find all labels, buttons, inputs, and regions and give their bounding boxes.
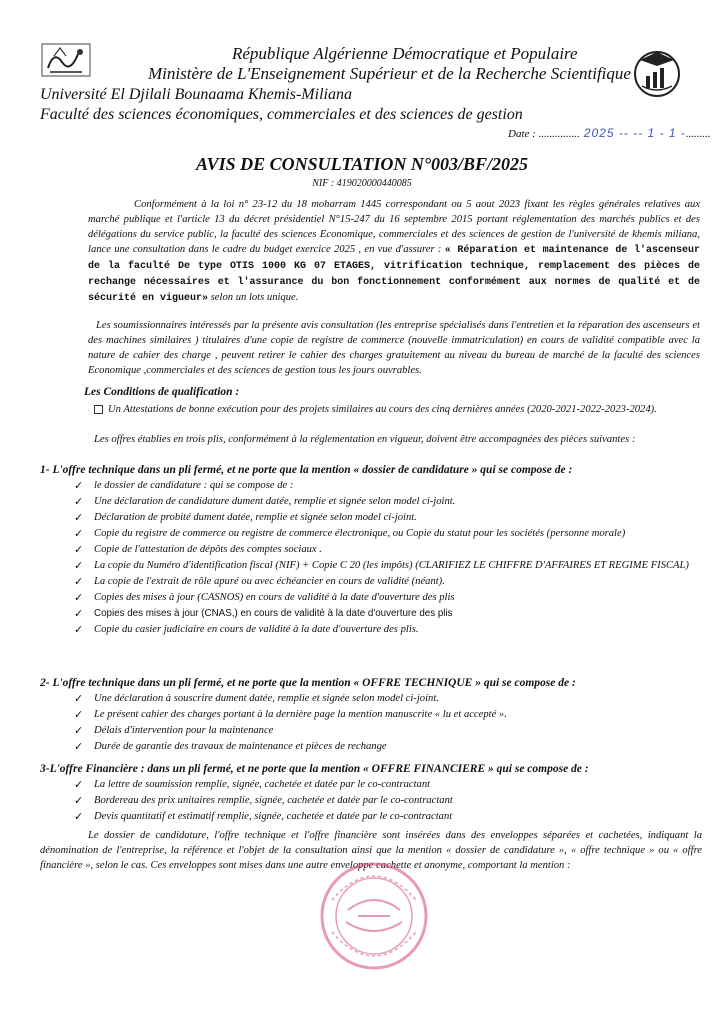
list-item: ✓ Devis quantitatif et estimatif remplie, signée, cachetée et datée par le co-contractant [74, 811, 453, 823]
date-line [508, 126, 711, 140]
section3-list [74, 777, 702, 825]
check-mark-icon: ✓ [74, 779, 84, 791]
header-faculty: Faculté des sciences économiques, commerciales et des sciences de gestion [40, 106, 523, 123]
intro-paragraph [88, 197, 700, 306]
check-mark-icon: ✓ [74, 608, 84, 620]
intro-object: « Réparation et maintenance de l'ascenseur de la faculté De type OTIS 1000 KG 07 ETAGES, vitrification technique, remplacement des pièces de rechange nécessaires et l'assurance du bon fonctionnement conformément aux normes de qualité et de sécurité en vigueur» [88, 245, 700, 304]
check-mark-icon: ✓ [74, 592, 84, 604]
check-mark-icon: ✓ [74, 528, 84, 540]
section3-title: 3-L'offre Financière : dans un pli fermé, et ne porte que la mention « OFFRE FINANCIERE » qui se compose de : [40, 763, 589, 775]
header-republic: République Algérienne Démocratique et Populaire [232, 44, 578, 63]
official-stamp [318, 860, 430, 972]
section2-title: 2- L'offre technique dans un pli fermé, et ne porte que la mention « OFFRE TECHNIQUE » qui se compose de : [40, 677, 576, 689]
university-logo [40, 40, 92, 80]
list-item: ✓ Copie du registre de commerce ou registre de commerce électronique, ou Copie du statut pour les sociétés (personne morale) [74, 528, 626, 540]
check-mark-icon: ✓ [74, 693, 84, 705]
header-ministry: Ministère de L'Enseignement Supérieur et de la Recherche Scientifique [148, 64, 631, 83]
intro-text: Conformément à la loi n° 23-12 du 18 moharram 1445 correspondant ou 5 aout 2023 fixant les règles générales relatives aux marché publique et l'article 13 du décret présidentiel N°15-247 du 16 septembre 2015 portant réglementation des marchés publics et des délégations du service public, la faculté des sciences Economique, commerciales et des sciences de gestion de l'université de khemis miliana, lance une consultation dans le cadre du budget exercice 2025 , en vue d'assurer : [88, 199, 700, 255]
check-mark-icon: ✓ [74, 544, 84, 556]
section1-title: 1- L'offre technique dans un pli fermé, et ne porte que la mention « dossier de candidature » qui se compose de : [40, 464, 573, 476]
bidders-paragraph: Les soumissionnaires intéressés par la présente avis consultation (les entreprise spécialisés dans l'entretien et la réparation des ascenseurs et des machines similaires ) titulaires d'une copie de registre de commerce (nouvelle immatriculation) en cours de validité compatible avec la nature de cahier des charge , peuvent retirer le cahier des charges gratuitement au niveau du bureau de marché de la faculté des sciences Economique ,commerciales et des sciences de gestion tous les jours ouvrables. [88, 320, 700, 376]
check-mark-icon: ✓ [74, 576, 84, 588]
check-mark-icon: ✓ [74, 741, 84, 753]
list-item: ✓ La copie de l'extrait de rôle apuré ou avec échéancier en cours de validité (néant). [74, 576, 445, 588]
section1-list [74, 478, 702, 638]
check-mark-icon: ✓ [74, 795, 84, 807]
document-title: AVIS DE CONSULTATION N°003/BF/2025 [195, 154, 529, 174]
square-bullet-icon [94, 405, 103, 414]
conditions-title: Les Conditions de qualification : [84, 386, 240, 398]
list-item: ✓ Copies des mises à jour (CNAS,) en cours de validité à la date d'ouverture des plis [74, 608, 453, 620]
conditions-item-text: Un Attestations de bonne exécution pour des projets similaires au cours des cinq dernières années (2020-2021-2022-2023-2024). [108, 404, 657, 415]
check-mark-icon: ✓ [74, 725, 84, 737]
faculty-logo [626, 46, 688, 98]
check-mark-icon: ✓ [74, 512, 84, 524]
list-item: ✓ Le présent cahier des charges portant à la dernière page la mention manuscrite « lu et accepté ». [74, 709, 507, 721]
check-mark-icon: ✓ [74, 624, 84, 636]
list-item: ✓ le dossier de candidature : qui se compose de : [74, 480, 294, 492]
list-item: ✓ Copie du casier judiciaire en cours de validité à la date d'ouverture des plis. [74, 624, 419, 636]
list-item: ✓ Durée de garantie des travaux de maintenance et pièces de rechange [74, 741, 387, 753]
list-item: ✓ Déclaration de probité dument datée, remplie et signée selon model ci-joint. [74, 512, 417, 524]
conditions-item [84, 402, 700, 417]
list-item: ✓ La lettre de soumission remplie, signée, cachetée et datée par le co-contractant [74, 779, 431, 791]
section2-list [74, 691, 702, 755]
list-item: ✓ Une déclaration à souscrire dument datée, remplie et signée selon model ci-joint. [74, 693, 439, 705]
header-university: Université El Djilali Bounaama Khemis-Miliana [40, 86, 352, 103]
date-value: 2025 -- -- 1 - 1 - [583, 126, 686, 140]
final-paragraph: Le dossier de candidature, l'offre technique et l'offre financière sont insérées dans des enveloppes séparées et cachetées, indiquant la dénomination de l'entreprise, la référence et l'objet de la consultation ainsi que la mention « dossier de candidature », « offre technique » ou « offre financière », selon le cas. Ces enveloppes sont mises dans une autre enveloppe cachette et anonyme, comportant la mention : [40, 830, 702, 871]
list-item: ✓ Une déclaration de candidature dument datée, remplie et signée selon model ci-joint. [74, 496, 456, 508]
date-label: Date : ............... [508, 128, 580, 140]
list-item: ✓ Copie de l'attestation de dépôts des comptes sociaux . [74, 544, 322, 556]
list-item: ✓ Copies des mises à jour (CASNOS) en cours de validité à la date d'ouverture des plis [74, 592, 455, 604]
check-mark-icon: ✓ [74, 496, 84, 508]
intro-lot: selon un lots unique. [210, 292, 299, 303]
list-item: ✓ Bordereau des prix unitaires remplie, signée, cachetée et datée par le co-contractant [74, 795, 453, 807]
conditions-note: Les offres établies en trois plis, conformément à la réglementation en vigueur, doivent être accompagnées des pièces suivantes : [94, 434, 636, 445]
check-mark-icon: ✓ [74, 480, 84, 492]
check-mark-icon: ✓ [74, 709, 84, 721]
nif-number: NIF : 419020000440085 [312, 178, 412, 189]
date-trail: ......... [685, 128, 711, 140]
check-mark-icon: ✓ [74, 560, 84, 572]
check-mark-icon: ✓ [74, 811, 84, 823]
list-item: ✓ Délais d'intervention pour la maintenance [74, 725, 274, 737]
list-item: ✓ La copie du Numéro d'identification fiscal (NIF) + Copie C 20 (les impôts) (CLARIFIEZ LE CHIFFRE D'AFFAIRES ET REGIME FISCAL) [74, 560, 689, 572]
